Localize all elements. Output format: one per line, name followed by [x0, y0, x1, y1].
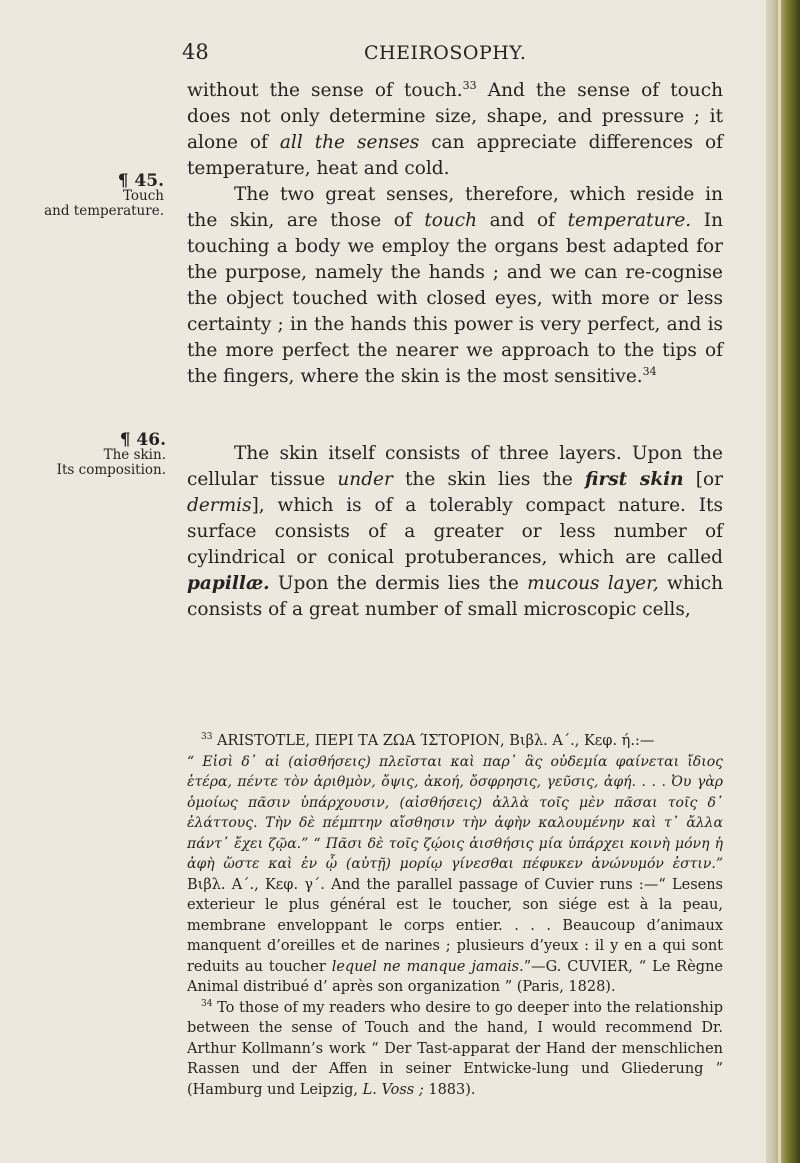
emphasis: lequel ne manque jamais. — [331, 958, 524, 975]
footnote-ref-33[interactable]: 33 — [462, 79, 477, 92]
margin-note-45 — [40, 171, 164, 219]
footnote-33 — [187, 731, 723, 998]
footnote-ref-34[interactable]: 34 — [642, 365, 657, 378]
footnote-34 — [187, 998, 723, 1101]
text-run: 1883). — [423, 1081, 476, 1098]
emphasis: under — [337, 469, 393, 490]
emphasis: dermis — [187, 495, 252, 516]
text-run: can appreciate differences of temperature, heat and cold. — [187, 132, 723, 179]
margin-note-46 — [40, 430, 166, 478]
paragraph-46 — [187, 441, 723, 623]
emphasis: papillæ. — [187, 573, 270, 594]
margin-note-line: Its composition. — [56, 462, 166, 478]
emphasis: L. Voss ; — [362, 1081, 424, 1098]
margin-note-line: Touch — [122, 188, 164, 204]
paragraph-continuation — [187, 78, 723, 182]
text-run: To those of my readers who desire to go deeper into the relationship between the sense of Touch and the hand, I would recommend Dr. Arthur Kollmann’s work “ Der Tast-apparat der Hand der menschlichen Rassen und der Affen in seiner Entwicke-lung und Gliederung ” (Hamburg und Leipzig, — [187, 999, 723, 1098]
text-run: The two great senses, therefore, which reside in the skin, are those of — [187, 184, 723, 231]
greek-quotation: “ Εἰσὶ δ᾽ αἱ (αἰσθήσεις) πλεῖσται καὶ παρ᾽ ἃς οὐδεμία φαίνεται ἴδιος ἑτέρα, πέντε τὸν ἀριθμὸν, ὄψις, ἀκοή, ὄσφρησις, γεῦσις, ἀφή. . . . Ὀυ γὰρ ὁμοίως πᾶσιν ὑπάρχουσιν, (αἰσθήσεις) ἀλλὰ τοῖς μὲν πᾶσαι τοῖς δ᾽ ἐλάττους. Τὴν δὲ πέμπτην αἴσθησιν τὴν ἀφὴν καλουμένην καὶ τ᾽ ἄλλα πάντ᾽ ἔχει ζῷα.” “ Πᾶσι δὲ τοῖς ζῴοις ἀισθήσις μία ὑπάρχει κοινὴ μόνη ἡ ἀφὴ ὥστε καὶ ἐν ᾧ (αὐτῇ) μορίῳ γίνεσθαι πέφυκεν ἀνώνυμόν ἐστιν.” — [187, 753, 723, 872]
text-run: the skin lies the — [392, 469, 586, 490]
running-title: CHEIROSOPHY. — [364, 42, 527, 64]
emphasis: touch — [424, 210, 478, 231]
text-run: [or — [683, 469, 723, 490]
footnote-number: 33 — [201, 732, 213, 742]
text-run: In touching a body we employ the organs best adapted for the purpose, namely the hands ; and we can re-cognise the object touched with closed eyes, with more or less certainty ; in the hands this power is very perfect, and is the more perfect the nearer we approach to the tips of the fingers, where the skin is the most sensitive. — [187, 210, 723, 387]
footnote-number: 34 — [201, 998, 213, 1009]
margin-note-line: and temperature. — [44, 203, 164, 219]
margin-note-number: ¶ 45. — [117, 171, 164, 191]
text-run: without the sense of touch. — [187, 80, 463, 101]
text-run: ARISTOTLE, ΠΕΡΙ ΤΑ ΖΩΑ ΊΣΤΟΡΙΟΝ, Βιβλ. Α΄., Κεφ. ή.:— — [212, 733, 655, 749]
text-run: ”—G. CUVIER, “ Le Règne Animal distribué d’ après son organization ” (Paris, 1828). — [187, 958, 723, 995]
emphasis: mucous layer, — [527, 573, 659, 594]
text-run: ], which is of a tolerably compact nature. Its surface consists of a greater or less number of cylindrical or conical protuberances, which are called — [187, 495, 723, 568]
text-run: and of — [477, 210, 568, 231]
emphasis: temperature. — [567, 210, 692, 231]
page-number: 48 — [182, 40, 209, 64]
text-run: Βιβλ. Α΄., Κεφ. γ΄. And the parallel passage of Cuvier runs :—“ Lesens exterieur le plus général est le toucher, son siége est à la peau, membrane enveloppant le corps entier. . . . Beaucoup d’animaux manquent d’oreilles et de narines ; plusieurs d’yeux : il y en a qui sont reduits au toucher — [187, 876, 723, 975]
text-run: And the sense of touch does not only determine size, shape, and pressure ; it alone of — [187, 80, 723, 153]
margin-note-line: The skin. — [103, 447, 166, 463]
spine-highlight — [778, 0, 781, 1163]
text-run: which consists of a great number of small microscopic cells, — [187, 573, 723, 620]
footnotes — [187, 731, 723, 1100]
book-gutter-shadow — [766, 0, 800, 1163]
text-run: The skin itself consists of three layers. Upon the cellular tissue — [187, 443, 723, 490]
paragraph-45 — [187, 182, 723, 390]
emphasis: first skin — [585, 469, 684, 490]
text-run: Upon the dermis lies the — [269, 573, 528, 594]
emphasis: all the senses — [279, 132, 420, 153]
margin-note-number: ¶ 46. — [119, 430, 166, 450]
page-header — [0, 40, 766, 70]
